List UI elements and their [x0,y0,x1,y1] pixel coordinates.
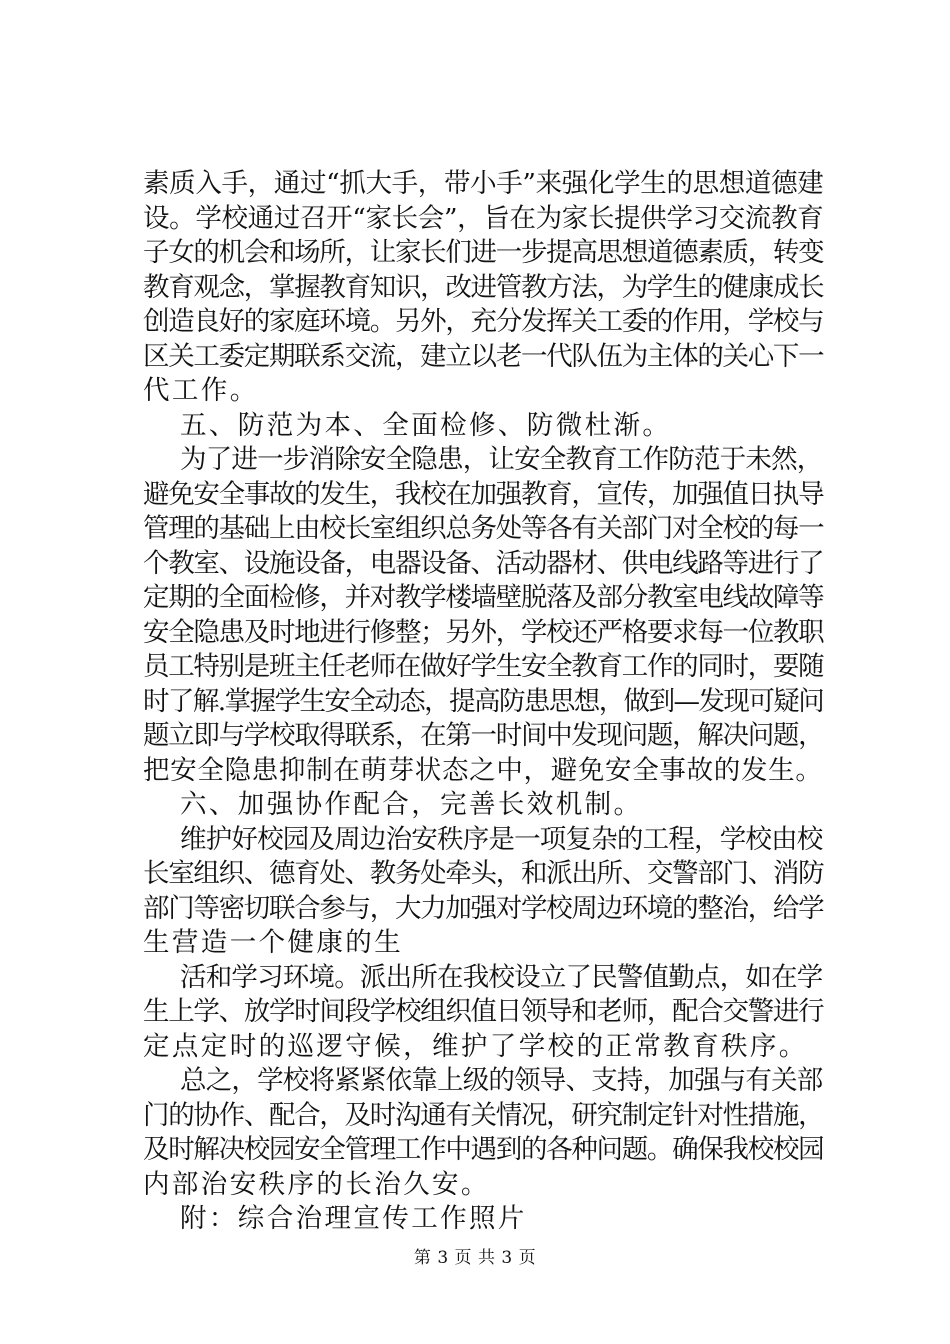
text-line: 维护好校园及周边治安秩序是一项复杂的工程，学校由校 [180,823,823,855]
text-line: 员工特别是班主任老师在做好学生安全教育工作的同时，要随 [143,651,824,682]
text-line: 内部治安秩序的长治久安。 [143,1168,490,1200]
text-line: 素质入手，通过“抓大手，带小手”来强化学生的思想道德建 [143,168,824,199]
text-line: 时了解.掌握学生安全动态，提高防患思想，做到—发现可疑问 [143,685,824,717]
text-line: 创造良好的家庭环境。另外，充分发挥关工委的作用，学校与 [143,306,824,337]
text-line: 教育观念，掌握教育知识，改进管教方法，为学生的健康成长 [143,271,824,303]
page-number-footer: 第 3 页 共 3 页 [413,1248,537,1268]
text-line: 门的协作、配合，及时沟通有关情况，研究制定针对性措施， [143,1099,824,1131]
text-line: 安全隐患及时地进行修整；另外，学校还严格要求每一位教职 [143,616,824,648]
text-line: 区关工委定期联系交流，建立以老一代队伍为主体的关心下一 [143,340,824,372]
text-line: 定点定时的巡逻守候，维护了学校的正常教育秩序。 [143,1030,808,1062]
text-line: 生营造一个健康的生 [143,927,404,958]
text-line: 六、加强协作配合，完善长效机制。 [180,789,643,820]
text-line: 生上学、放学时间段学校组织值日领导和老师，配合交警进行 [143,996,824,1027]
text-line: 五、防范为本、全面检修、防微杜渐。 [180,409,672,441]
text-line: 定期的全面检修，并对教学楼墙壁脱落及部分教室电线故障等 [143,582,824,613]
text-line: 避免安全事故的发生，我校在加强教育，宣传，加强值日执导 [143,478,824,510]
text-line: 设。学校通过召开“家长会”，旨在为家长提供学习交流教育 [143,202,824,234]
text-line: 个教室、设施设备，电器设备、活动器材、供电线路等进行了 [143,547,824,579]
text-line: 为了进一步消除安全隐患，让安全教育工作防范于未然， [180,444,823,475]
text-line: 部门等密切联合参与，大力加强对学校周边环境的整治，给学 [143,892,824,924]
text-line: 把安全隐患抑制在萌芽状态之中，避免安全事故的发生。 [143,754,823,786]
text-line: 子女的机会和场所，让家长们进一步提高思想道德素质，转变 [143,237,824,268]
text-line: 活和学习环境。派出所在我校设立了民警值勤点，如在学 [180,961,823,993]
text-line: 题立即与学校取得联系，在第一时间中发现问题，解决问题， [143,720,824,751]
text-line: 总之，学校将紧紧依靠上级的领导、支持，加强与有关部 [180,1065,823,1096]
text-line: 代工作。 [143,375,259,406]
text-line: 管理的基础上由校长室组织总务处等各有关部门对全校的每一 [143,513,824,544]
document-body [143,167,823,1237]
text-line: 长室组织、德育处、教务处牵头，和派出所、交警部门、消防 [143,858,824,889]
text-line: 及时解决校园安全管理工作中遇到的各种问题。确保我校校园 [143,1134,824,1165]
text-line: 附：综合治理宣传工作照片 [180,1203,527,1234]
